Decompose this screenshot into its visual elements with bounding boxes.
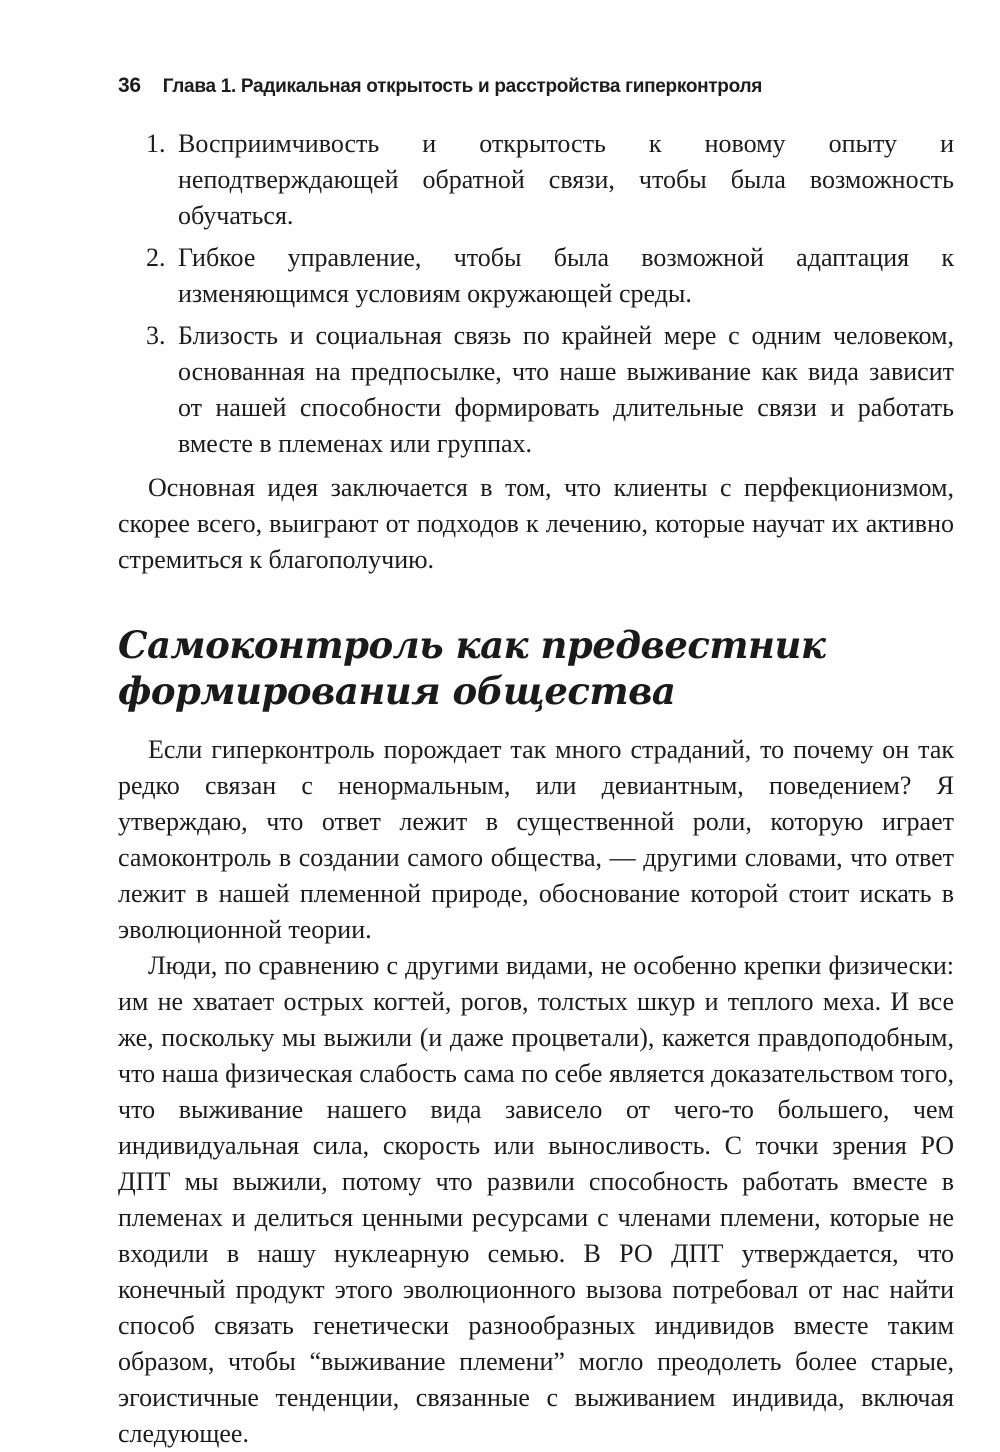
numbered-list: [118, 126, 954, 462]
running-head: [118, 74, 762, 98]
body-paragraph: Если гиперконтроль порождает так много страданий, то почему он так редко связан с ненормальным, или девиантным, поведением? Я утверждаю, что ответ лежит в существенной роли, которую играет самоконтроль в создании самого общества, — другими словами, что ответ лежит в нашей племенной природе, обоснование которой стоит искать в эволюционной теории.: [118, 735, 954, 944]
list-item-text: Восприимчивость и открытость к новому опыту и неподтверждающей обратной связи, чтобы была возможность обучаться.: [178, 129, 954, 230]
body-paragraph: Люди, по сравнению с другими видами, не особенно крепки физически: им не хватает острых когтей, рогов, толстых шкур и теплого меха. И все же, поскольку мы выжили (и даже процветали), кажется правдоподобным, что наша физическая слабость сама по себе является доказательством того, что выживание нашего вида зависело от чего-то большего, чем индивидуальная сила, скорость или выносливость. С точки зрения РО ДПТ мы выжили, потому что развили способность работать вместе в племенах и делиться ценными ресурсами с членами племени, которые не входили в нашу нуклеарную семью. В РО ДПТ утверждается, что конечный продукт этого эволюционного вызова потребовал от нас найти способ связать генетически разнообразных индивидов вместе таким образом, чтобы “выживание племени” могло преодолеть более старые, эгоистичные тенденции, связанные с выживанием индивида, включая следующее.: [118, 951, 954, 1448]
running-title: Глава 1. Радикальная открытость и расстройства гиперконтроля: [162, 76, 763, 97]
list-item-number: 1.: [146, 129, 166, 158]
list-item-text: Гибкое управление, чтобы была возможной адаптация к изменяющимся условиям окружающей среды.: [178, 243, 954, 308]
list-item: [118, 126, 954, 234]
page-number: 36: [118, 74, 141, 97]
section-heading: Самоконтроль как предвестник формирования общества: [118, 623, 826, 713]
list-item-number: 2.: [146, 243, 166, 272]
list-item-text: Близость и социальная связь по крайней мере с одним человеком, основанная на предпосылке, что наше выживание как вида зависит от нашей способности формировать длительные связи и работать вместе в племенах или группах.: [178, 321, 954, 458]
page-content: [118, 126, 954, 1452]
summary-paragraph: Основная идея заключается в том, что клиенты с перфекционизмом, скорее всего, выиграют от подходов к лечению, которые научат их активно стремиться к благополучию.: [118, 473, 954, 574]
list-item: [118, 318, 954, 462]
list-item: [118, 240, 954, 312]
list-item-number: 3.: [146, 321, 166, 350]
